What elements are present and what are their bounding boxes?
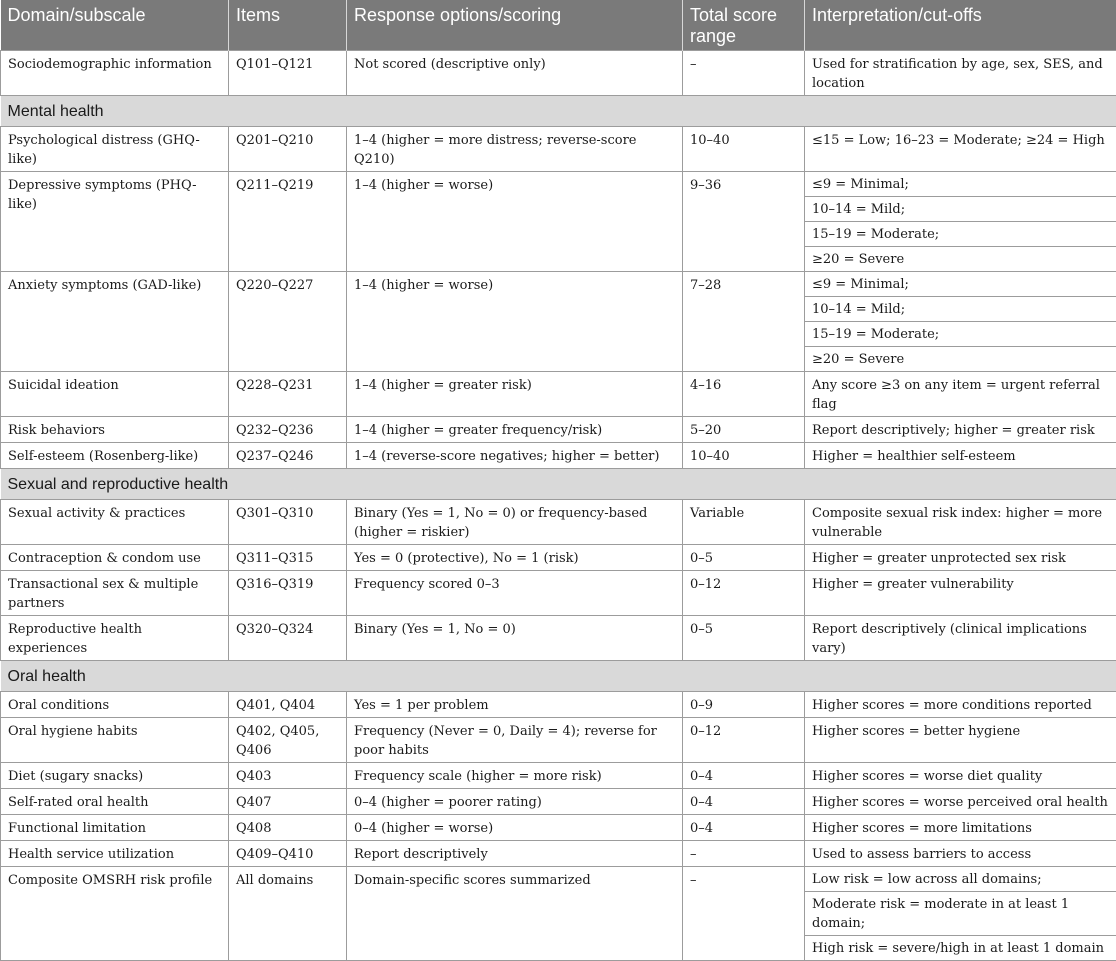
domain-cell: Transactional sex & multiple partners (1, 571, 229, 616)
range-cell: Variable (683, 500, 805, 545)
domain-cell: Self-esteem (Rosenberg-like) (1, 443, 229, 469)
section-row (1, 469, 1116, 500)
interpretation-cell: 15–19 = Moderate; (805, 322, 1116, 347)
range-cell: 7–28 (683, 272, 805, 372)
domain-cell: Oral hygiene habits (1, 718, 229, 763)
response-cell: 0–4 (higher = poorer rating) (347, 789, 683, 815)
section-row (1, 661, 1116, 692)
table-row (1, 51, 1116, 96)
table-row (1, 127, 1116, 172)
items-cell: Q402, Q405, Q406 (229, 718, 347, 763)
interpretation-cell: Higher scores = better hygiene (805, 718, 1116, 763)
items-cell: Q320–Q324 (229, 616, 347, 661)
response-cell: Frequency scale (higher = more risk) (347, 763, 683, 789)
range-cell: 10–40 (683, 127, 805, 172)
interpretation-cell: Higher scores = more conditions reported (805, 692, 1116, 718)
interpretation-cell: ≤15 = Low; 16–23 = Moderate; ≥24 = High (805, 127, 1116, 172)
domain-cell: Anxiety symptoms (GAD-like) (1, 272, 229, 372)
table-row (1, 545, 1116, 571)
items-cell: Q403 (229, 763, 347, 789)
range-cell: – (683, 867, 805, 961)
table-row (1, 841, 1116, 867)
domain-cell: Sociodemographic information (1, 51, 229, 96)
interpretation-cell: Composite sexual risk index: higher = more vulnerable (805, 500, 1116, 545)
items-cell: Q211–Q219 (229, 172, 347, 272)
section-title: Oral health (1, 661, 1116, 692)
items-cell: Q301–Q310 (229, 500, 347, 545)
response-cell: 0–4 (higher = worse) (347, 815, 683, 841)
domain-cell: Suicidal ideation (1, 372, 229, 417)
items-cell: Q101–Q121 (229, 51, 347, 96)
interpretation-cell: Higher scores = more limitations (805, 815, 1116, 841)
interpretation-cell: Report descriptively; higher = greater risk (805, 417, 1116, 443)
interpretation-cell: Used to assess barriers to access (805, 841, 1116, 867)
header-interpretation: Interpretation/cut-offs (805, 0, 1116, 51)
domain-cell: Sexual activity & practices (1, 500, 229, 545)
table-row (1, 616, 1116, 661)
interpretation-cell: Higher scores = worse perceived oral health (805, 789, 1116, 815)
response-cell: Frequency scored 0–3 (347, 571, 683, 616)
header-response: Response options/scoring (347, 0, 683, 51)
response-cell: 1–4 (reverse-score negatives; higher = better) (347, 443, 683, 469)
items-cell: Q237–Q246 (229, 443, 347, 469)
range-cell: 5–20 (683, 417, 805, 443)
response-cell: 1–4 (higher = worse) (347, 272, 683, 372)
table-row (1, 692, 1116, 718)
response-cell: Frequency (Never = 0, Daily = 4); reverse for poor habits (347, 718, 683, 763)
interpretation-cell: Higher = greater vulnerability (805, 571, 1116, 616)
section-row (1, 96, 1116, 127)
table-row (1, 815, 1116, 841)
section-title: Mental health (1, 96, 1116, 127)
table-row (1, 443, 1116, 469)
range-cell: 0–12 (683, 571, 805, 616)
table-row (1, 789, 1116, 815)
table-row (1, 867, 1116, 892)
interpretation-cell: ≤9 = Minimal; (805, 272, 1116, 297)
range-cell: 9–36 (683, 172, 805, 272)
interpretation-cell: 10–14 = Mild; (805, 197, 1116, 222)
interpretation-cell: High risk = severe/high in at least 1 domain (805, 936, 1116, 961)
range-cell: 0–4 (683, 763, 805, 789)
interpretation-cell: ≤9 = Minimal; (805, 172, 1116, 197)
items-cell: Q408 (229, 815, 347, 841)
interpretation-cell: Report descriptively (clinical implications vary) (805, 616, 1116, 661)
items-cell: Q201–Q210 (229, 127, 347, 172)
items-cell: Q401, Q404 (229, 692, 347, 718)
items-cell: Q232–Q236 (229, 417, 347, 443)
header-items: Items (229, 0, 347, 51)
header-domain: Domain/subscale (1, 0, 229, 51)
response-cell: Report descriptively (347, 841, 683, 867)
interpretation-cell: ≥20 = Severe (805, 347, 1116, 372)
table-row (1, 172, 1116, 197)
items-cell: Q228–Q231 (229, 372, 347, 417)
response-cell: 1–4 (higher = greater frequency/risk) (347, 417, 683, 443)
domain-cell: Oral conditions (1, 692, 229, 718)
domain-cell: Diet (sugary snacks) (1, 763, 229, 789)
table-row (1, 372, 1116, 417)
interpretation-cell: Higher scores = worse diet quality (805, 763, 1116, 789)
items-cell: Q409–Q410 (229, 841, 347, 867)
interpretation-cell: Moderate risk = moderate in at least 1 domain; (805, 892, 1116, 936)
domain-cell: Health service utilization (1, 841, 229, 867)
domain-cell: Functional limitation (1, 815, 229, 841)
response-cell: Binary (Yes = 1, No = 0) (347, 616, 683, 661)
response-cell: 1–4 (higher = worse) (347, 172, 683, 272)
items-cell: All domains (229, 867, 347, 961)
range-cell: 0–12 (683, 718, 805, 763)
response-cell: Domain-specific scores summarized (347, 867, 683, 961)
range-cell: – (683, 841, 805, 867)
interpretation-cell: 15–19 = Moderate; (805, 222, 1116, 247)
header-range: Total score range (683, 0, 805, 51)
range-cell: 0–9 (683, 692, 805, 718)
interpretation-cell: Higher = healthier self-esteem (805, 443, 1116, 469)
interpretation-cell: Low risk = low across all domains; (805, 867, 1116, 892)
items-cell: Q407 (229, 789, 347, 815)
range-cell: – (683, 51, 805, 96)
interpretation-cell: ≥20 = Severe (805, 247, 1116, 272)
response-cell: Binary (Yes = 1, No = 0) or frequency-based (higher = riskier) (347, 500, 683, 545)
response-cell: 1–4 (higher = greater risk) (347, 372, 683, 417)
section-title: Sexual and reproductive health (1, 469, 1116, 500)
domain-cell: Contraception & condom use (1, 545, 229, 571)
response-cell: Yes = 0 (protective), No = 1 (risk) (347, 545, 683, 571)
range-cell: 0–4 (683, 789, 805, 815)
table-row (1, 500, 1116, 545)
table-row (1, 571, 1116, 616)
interpretation-cell: Any score ≥3 on any item = urgent referral flag (805, 372, 1116, 417)
items-cell: Q311–Q315 (229, 545, 347, 571)
range-cell: 4–16 (683, 372, 805, 417)
domain-cell: Reproductive health experiences (1, 616, 229, 661)
range-cell: 0–4 (683, 815, 805, 841)
range-cell: 0–5 (683, 545, 805, 571)
header-row (1, 0, 1116, 51)
response-cell: 1–4 (higher = more distress; reverse-score Q210) (347, 127, 683, 172)
table-row (1, 417, 1116, 443)
domain-cell: Composite OMSRH risk profile (1, 867, 229, 961)
items-cell: Q316–Q319 (229, 571, 347, 616)
interpretation-cell: Used for stratification by age, sex, SES, and location (805, 51, 1116, 96)
response-cell: Yes = 1 per problem (347, 692, 683, 718)
range-cell: 10–40 (683, 443, 805, 469)
interpretation-cell: Higher = greater unprotected sex risk (805, 545, 1116, 571)
range-cell: 0–5 (683, 616, 805, 661)
domain-cell: Risk behaviors (1, 417, 229, 443)
domain-cell: Self-rated oral health (1, 789, 229, 815)
interpretation-cell: 10–14 = Mild; (805, 297, 1116, 322)
items-cell: Q220–Q227 (229, 272, 347, 372)
domain-cell: Depressive symptoms (PHQ-like) (1, 172, 229, 272)
domain-cell: Psychological distress (GHQ-like) (1, 127, 229, 172)
table-row (1, 763, 1116, 789)
table-row (1, 272, 1116, 297)
response-cell: Not scored (descriptive only) (347, 51, 683, 96)
table-row (1, 718, 1116, 763)
